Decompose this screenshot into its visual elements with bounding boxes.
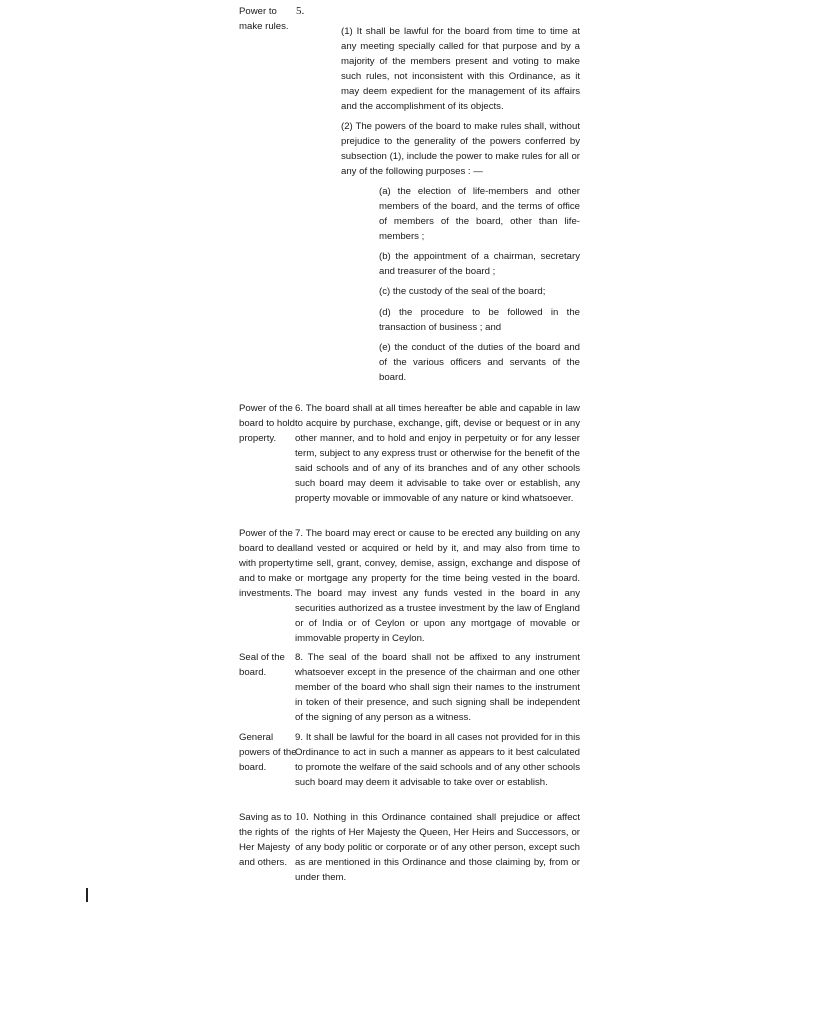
section-text-s10: Nothing in this Ordinance contained shall prejudice or affect the rights of Her Majesty the Queen, Her Heirs and Successors, or of any body politic or corporate or of any other person, except such as are mentioned in this Ordinance and those claiming by, from or under them. <box>295 812 580 883</box>
section-number-s10: 10. <box>295 811 309 823</box>
s5-clause-e: (e) the conduct of the duties of the board and of the various officers and servants of the board. <box>379 342 580 383</box>
section-text-s8: The seal of the board shall not be affixed to any instrument whatsoever except in the presence of the chairman and one other member of the board who shall sign their names to the instrument in token of their presence, and such signing shall be independent of the signing of any person as a witness. <box>295 652 580 723</box>
section-number-s5: 5. <box>296 5 305 17</box>
s5-clause-a: (a) the election of life-members and other members of the board, and the terms of office of members of the board, other than life-members ; <box>379 186 580 242</box>
section-number-s6: 6. <box>295 403 304 414</box>
s5-clause-d: (d) the procedure to be followed in the transaction of business ; and <box>379 307 580 333</box>
s5-paragraph-2: (2) The powers of the board to make rules shall, without prejudice to the generality of the powers conferred by subsection (1), include the power to make rules for all or any of the following purposes : — <box>341 121 580 177</box>
marginal-note-s7: Power of the board to deal with property and to make investments. <box>239 528 296 599</box>
s5-clause-c: (c) the custody of the seal of the board; <box>379 286 546 297</box>
s5-clause-b: (b) the appointment of a chairman, secretary and treasurer of the board ; <box>379 251 580 277</box>
section-text-s9: It shall be lawful for the board in all cases not provided for in this Ordinance to act in such a manner as appears to it best calculated to promote the welfare of the said schools and of any other schools such board may deem it advisable to take over or establish. <box>295 732 580 788</box>
marginal-note-s6: Power of the board to hold property. <box>239 403 296 444</box>
section-text-s7: The board may erect or cause to be erected any building on any land vested or acquired or held by it, and may also from time to time sell, grant, convey, demise, assign, exchange and dispose of or mortgage any property for the time being vested in the board. The board may invest any funds vested in the board in any securities authorized as a trustee investment by the law of England or of India or of Ceylon or upon any mortgage of movable or immovable property in Ceylon. <box>295 528 580 644</box>
marginal-note-s9: General powers of the board. <box>239 732 297 773</box>
section-7 <box>295 526 580 646</box>
marginal-note-s8: Seal of the board. <box>239 652 285 678</box>
section-6 <box>295 401 580 506</box>
section-text-s6: The board shall at all times hereafter be able and capable in law to acquire by purchase, exchange, gift, devise or bequest or in any other manner, and to hold and enjoy in perpetuity or for any lesser term, subject to any express trust or otherwise for the benefit of the said schools and of any of its branches and of any other schools such board may deem it advisable to take over or establish, any property movable or immovable of any nature or kind whatsoever. <box>295 403 580 504</box>
section-8 <box>295 650 580 725</box>
section-number-s8: 8. <box>295 652 304 663</box>
section-9 <box>295 730 580 790</box>
section-number-s9: 9. <box>295 732 304 743</box>
section-number-s7: 7. <box>295 528 304 539</box>
section-10 <box>295 810 580 885</box>
marginal-note-s5: Power to make rules. <box>239 6 289 32</box>
marginal-note-s10: Saving as to the rights of Her Majesty and others. <box>239 812 292 868</box>
s5-paragraph-1: (1) It shall be lawful for the board from time to time at any meeting specially called for that purpose and by a majority of the members present and voting to make such rules, not inconsistent with this Ordinance, as it may deem expedient for the management of its affairs and the accomplishment of its objects. <box>341 26 580 112</box>
text-cursor <box>86 888 88 902</box>
